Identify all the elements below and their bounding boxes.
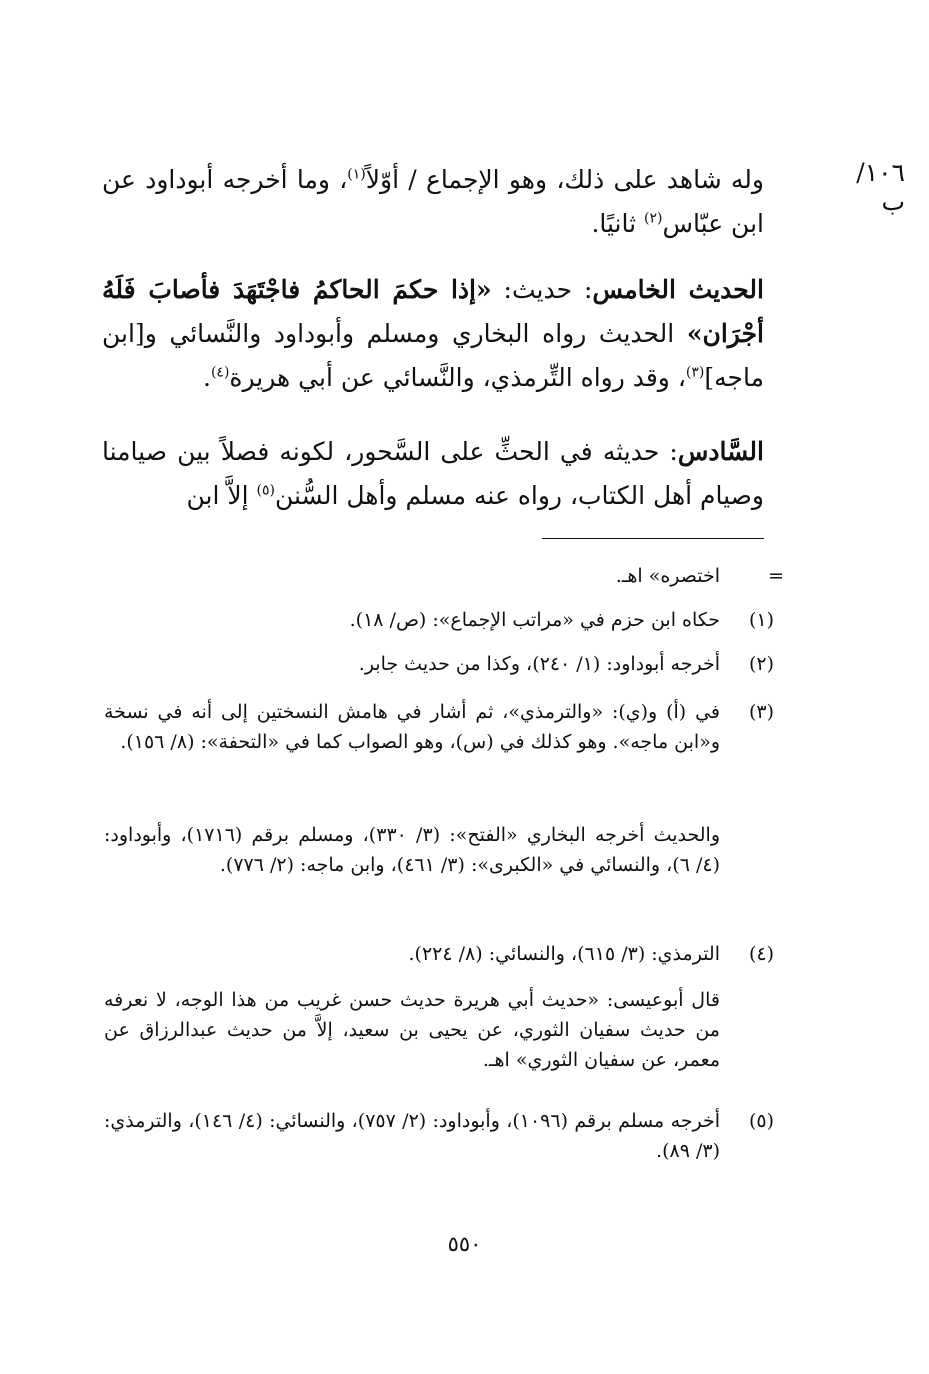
- footnote-2-text: أخرجه أبوداود: (١/ ٢٤٠)، وكذا من حديث جابر.: [358, 653, 720, 675]
- footnote-4-text: الترمذي: (٣/ ٦١٥)، والنسائي: (٨/ ٢٢٤).: [408, 943, 720, 965]
- footnote-3-number: (٣): [748, 701, 774, 723]
- main-paragraph-3: [102, 430, 764, 518]
- footnote-4-continuation: قال أبوعيسى: «حديث أبي هريرة حديث حسن غريب من هذا الوجه، لا نعرفه من حديث سفيان الثوري، عن يحيى بن سعيد، إلاَّ من حديث عبدالرزاق عن معمر، عن سفيان الثوري» اهـ.: [104, 989, 720, 1071]
- footnote-1-text: حكاه ابن حزم في «مراتب الإجماع»: (ص/ ١٨).: [349, 609, 720, 631]
- p1-text-b: ، وما أخرجه أبوداود عن ابن عبّاس: [102, 165, 764, 238]
- footnote-3-text: في (أ) و(ي): «والترمذي»، ثم أشار في هامش النسختين إلى أنه في نسخة و«ابن ماجه». وهو كذلك في (س)، وهو الصواب كما في «التحفة»: (٨/ ١٥٦).: [104, 701, 720, 753]
- ref-1: (١): [347, 166, 366, 183]
- footnote-4-number: (٤): [748, 943, 774, 965]
- p1-text-a: وله شاهد على ذلك، وهو الإجماع / أوّلاً: [365, 165, 764, 194]
- ref-4: (٤): [210, 364, 230, 381]
- main-paragraph-2: [102, 268, 764, 400]
- ref-2: (٢): [644, 210, 663, 227]
- hadith-quote: «إذا حكمَ الحاكمُ فاجْتَهَدَ فأصابَ فَلَهُ أجْرَان»: [102, 275, 764, 348]
- footnote-5-text: أخرجه مسلم برقم (١٠٩٦)، وأبوداود: (٢/ ٧٥٧)، والنسائي: (٤/ ١٤٦)، والترمذي: (٣/ ٨٩).: [104, 1110, 721, 1162]
- footnote-2-number: (٢): [748, 653, 774, 675]
- footnote-1-number: (١): [748, 609, 774, 631]
- p2-text-d: .: [202, 363, 211, 392]
- footnote-continuation-marker: =: [768, 565, 784, 587]
- footnote-continuation: اختصره» اهـ.: [615, 565, 720, 587]
- footnote-separator: [542, 538, 764, 539]
- ref-5: (٥): [256, 482, 275, 499]
- p2-text-a: : حديث:: [491, 275, 593, 304]
- footnote-3-continuation: والحديث أخرجه البخاري «الفتح»: (٣/ ٣٣٠)، ومسلم برقم (١٧١٦)، وأبوداود: (٤/ ٦)، والنسائي في «الكبرى»: (٣/ ٤٦١)، وابن ماجه: (٢/ ٧٧٦).: [104, 824, 721, 876]
- p1-text-c: ثانيًا.: [591, 209, 645, 238]
- p3-text-a: : حديثه في الحثِّ على السَّحور، لكونه فصلاً بين صيامنا وصيام أهل الكتاب، رواه عنه مسلم وأهل السُّنن: [102, 437, 764, 510]
- hadith-5-heading: الحديث الخامس: [592, 275, 764, 304]
- folio-marginal-note: ١٠٦/ب: [856, 158, 905, 216]
- main-paragraph-1: [102, 158, 764, 246]
- footnote-5-number: (٥): [748, 1110, 774, 1132]
- page-number: ٥٥٠: [447, 1232, 482, 1256]
- p2-text-b: الحديث رواه البخاري ومسلم وأبوداود والنَّسائي و[ابن ماجه]: [102, 319, 764, 392]
- ref-3: (٣): [685, 364, 705, 381]
- p3-text-b: إلاَّ ابن: [186, 481, 257, 510]
- hadith-6-heading: السَّادس: [677, 437, 764, 466]
- p2-text-c: ، وقد رواه التِّرمذي، والنَّسائي عن أبي هريرة: [229, 363, 686, 392]
